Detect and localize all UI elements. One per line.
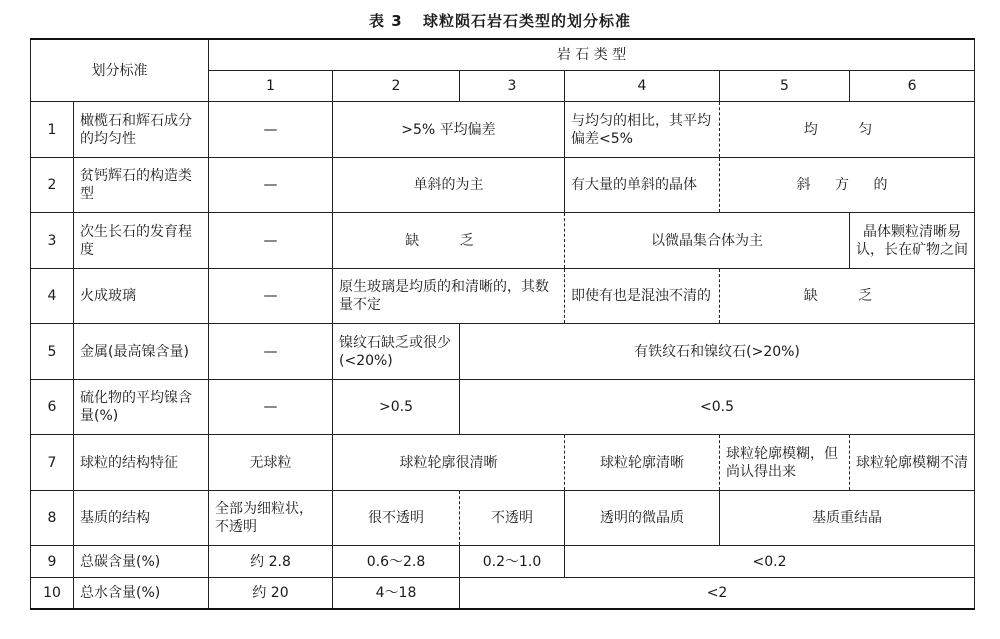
cell-type-2-3: 单斜的为主 xyxy=(333,157,565,213)
table-row xyxy=(31,577,975,609)
row-index: 9 xyxy=(31,546,74,577)
row-index: 8 xyxy=(31,490,74,546)
cell-type-2-3: >5% 平均偏差 xyxy=(333,102,565,158)
row-criterion: 硫化物的平均镍含量(%) xyxy=(74,379,209,435)
table-number: 表 3 xyxy=(369,12,403,30)
row-index: 3 xyxy=(31,213,74,269)
cell-type-4: 透明的微晶质 xyxy=(565,490,720,546)
cell-type-1: — xyxy=(209,379,333,435)
cell-type-5: 球粒轮廓模糊，但尚认得出来 xyxy=(720,435,850,491)
cell-type-5-6: 基质重结晶 xyxy=(720,490,975,546)
cell-type-1: — xyxy=(209,213,333,269)
table-row xyxy=(31,213,975,269)
row-criterion: 总水含量(%) xyxy=(74,577,209,609)
row-index: 5 xyxy=(31,324,74,380)
table-row xyxy=(31,546,975,577)
table-row xyxy=(31,435,975,491)
criteria-header: 划分标准 xyxy=(31,39,209,102)
row-criterion: 火成玻璃 xyxy=(74,268,209,324)
type-3-header: 3 xyxy=(460,71,565,102)
cell-type-6: 晶体颗粒清晰易认，长在矿物之间 xyxy=(850,213,975,269)
cell-type-5-6: 斜 方 的 xyxy=(720,157,975,213)
cell-type-2: 很不透明 xyxy=(333,490,460,546)
row-index: 1 xyxy=(31,102,74,158)
cell-type-3-6: <0.5 xyxy=(460,379,975,435)
row-criterion: 橄榄石和辉石成分的均匀性 xyxy=(74,102,209,158)
table-row xyxy=(31,324,975,380)
cell-type-1: 约 20 xyxy=(209,577,333,609)
cell-type-4: 球粒轮廓清晰 xyxy=(565,435,720,491)
row-index: 6 xyxy=(31,379,74,435)
table-caption xyxy=(0,10,1000,31)
cell-type-2-3: 原生玻璃是均质的和清晰的，其数量不定 xyxy=(333,268,565,324)
classification-table xyxy=(30,38,975,610)
cell-type-2-3: 缺 乏 xyxy=(333,213,565,269)
table-row xyxy=(31,157,975,213)
cell-type-2-3: 球粒轮廓很清晰 xyxy=(333,435,565,491)
table-row xyxy=(31,268,975,324)
row-criterion: 贫钙辉石的构造类型 xyxy=(74,157,209,213)
row-criterion: 总碳含量(%) xyxy=(74,546,209,577)
cell-type-3: 不透明 xyxy=(460,490,565,546)
row-index: 10 xyxy=(31,577,74,609)
type-5-header: 5 xyxy=(720,71,850,102)
row-index: 4 xyxy=(31,268,74,324)
cell-type-5-6: 缺 乏 xyxy=(720,268,975,324)
table-title: 球粒陨石岩石类型的划分标准 xyxy=(422,12,631,30)
cell-type-1: 约 2.8 xyxy=(209,546,333,577)
type-4-header: 4 xyxy=(565,71,720,102)
type-2-header: 2 xyxy=(333,71,460,102)
table-row xyxy=(31,490,975,546)
cell-type-1: — xyxy=(209,157,333,213)
header-row xyxy=(31,39,975,71)
cell-type-3: 0.2～1.0 xyxy=(460,546,565,577)
cell-type-4-5: 以微晶集合体为主 xyxy=(565,213,850,269)
cell-type-4: 即使有也是混浊不清的 xyxy=(565,268,720,324)
type-1-header: 1 xyxy=(209,71,333,102)
cell-type-5-6: 均 匀 xyxy=(720,102,975,158)
row-index: 2 xyxy=(31,157,74,213)
cell-type-1: — xyxy=(209,268,333,324)
table-row xyxy=(31,379,975,435)
table-row xyxy=(31,102,975,158)
row-criterion: 球粒的结构特征 xyxy=(74,435,209,491)
cell-type-1: — xyxy=(209,102,333,158)
cell-type-1: 全部为细粒状，不透明 xyxy=(209,490,333,546)
cell-type-4: 有大量的单斜的晶体 xyxy=(565,157,720,213)
cell-type-4-6: <0.2 xyxy=(565,546,975,577)
cell-type-4: 与均匀的相比，其平均偏差<5% xyxy=(565,102,720,158)
cell-type-2: 镍纹石缺乏或很少(<20%) xyxy=(333,324,460,380)
row-criterion: 基质的结构 xyxy=(74,490,209,546)
cell-type-1: — xyxy=(209,324,333,380)
cell-type-2: 4～18 xyxy=(333,577,460,609)
row-index: 7 xyxy=(31,435,74,491)
cell-type-2: >0.5 xyxy=(333,379,460,435)
rock-types-header: 岩 石 类 型 xyxy=(209,39,975,71)
cell-type-3-6: 有铁纹石和镍纹石(>20%) xyxy=(460,324,975,380)
cell-type-6: 球粒轮廓模糊不清 xyxy=(850,435,975,491)
row-criterion: 金属(最高镍含量) xyxy=(74,324,209,380)
cell-type-2: 0.6～2.8 xyxy=(333,546,460,577)
cell-type-3-6: <2 xyxy=(460,577,975,609)
cell-type-1: 无球粒 xyxy=(209,435,333,491)
type-6-header: 6 xyxy=(850,71,975,102)
row-criterion: 次生长石的发育程度 xyxy=(74,213,209,269)
